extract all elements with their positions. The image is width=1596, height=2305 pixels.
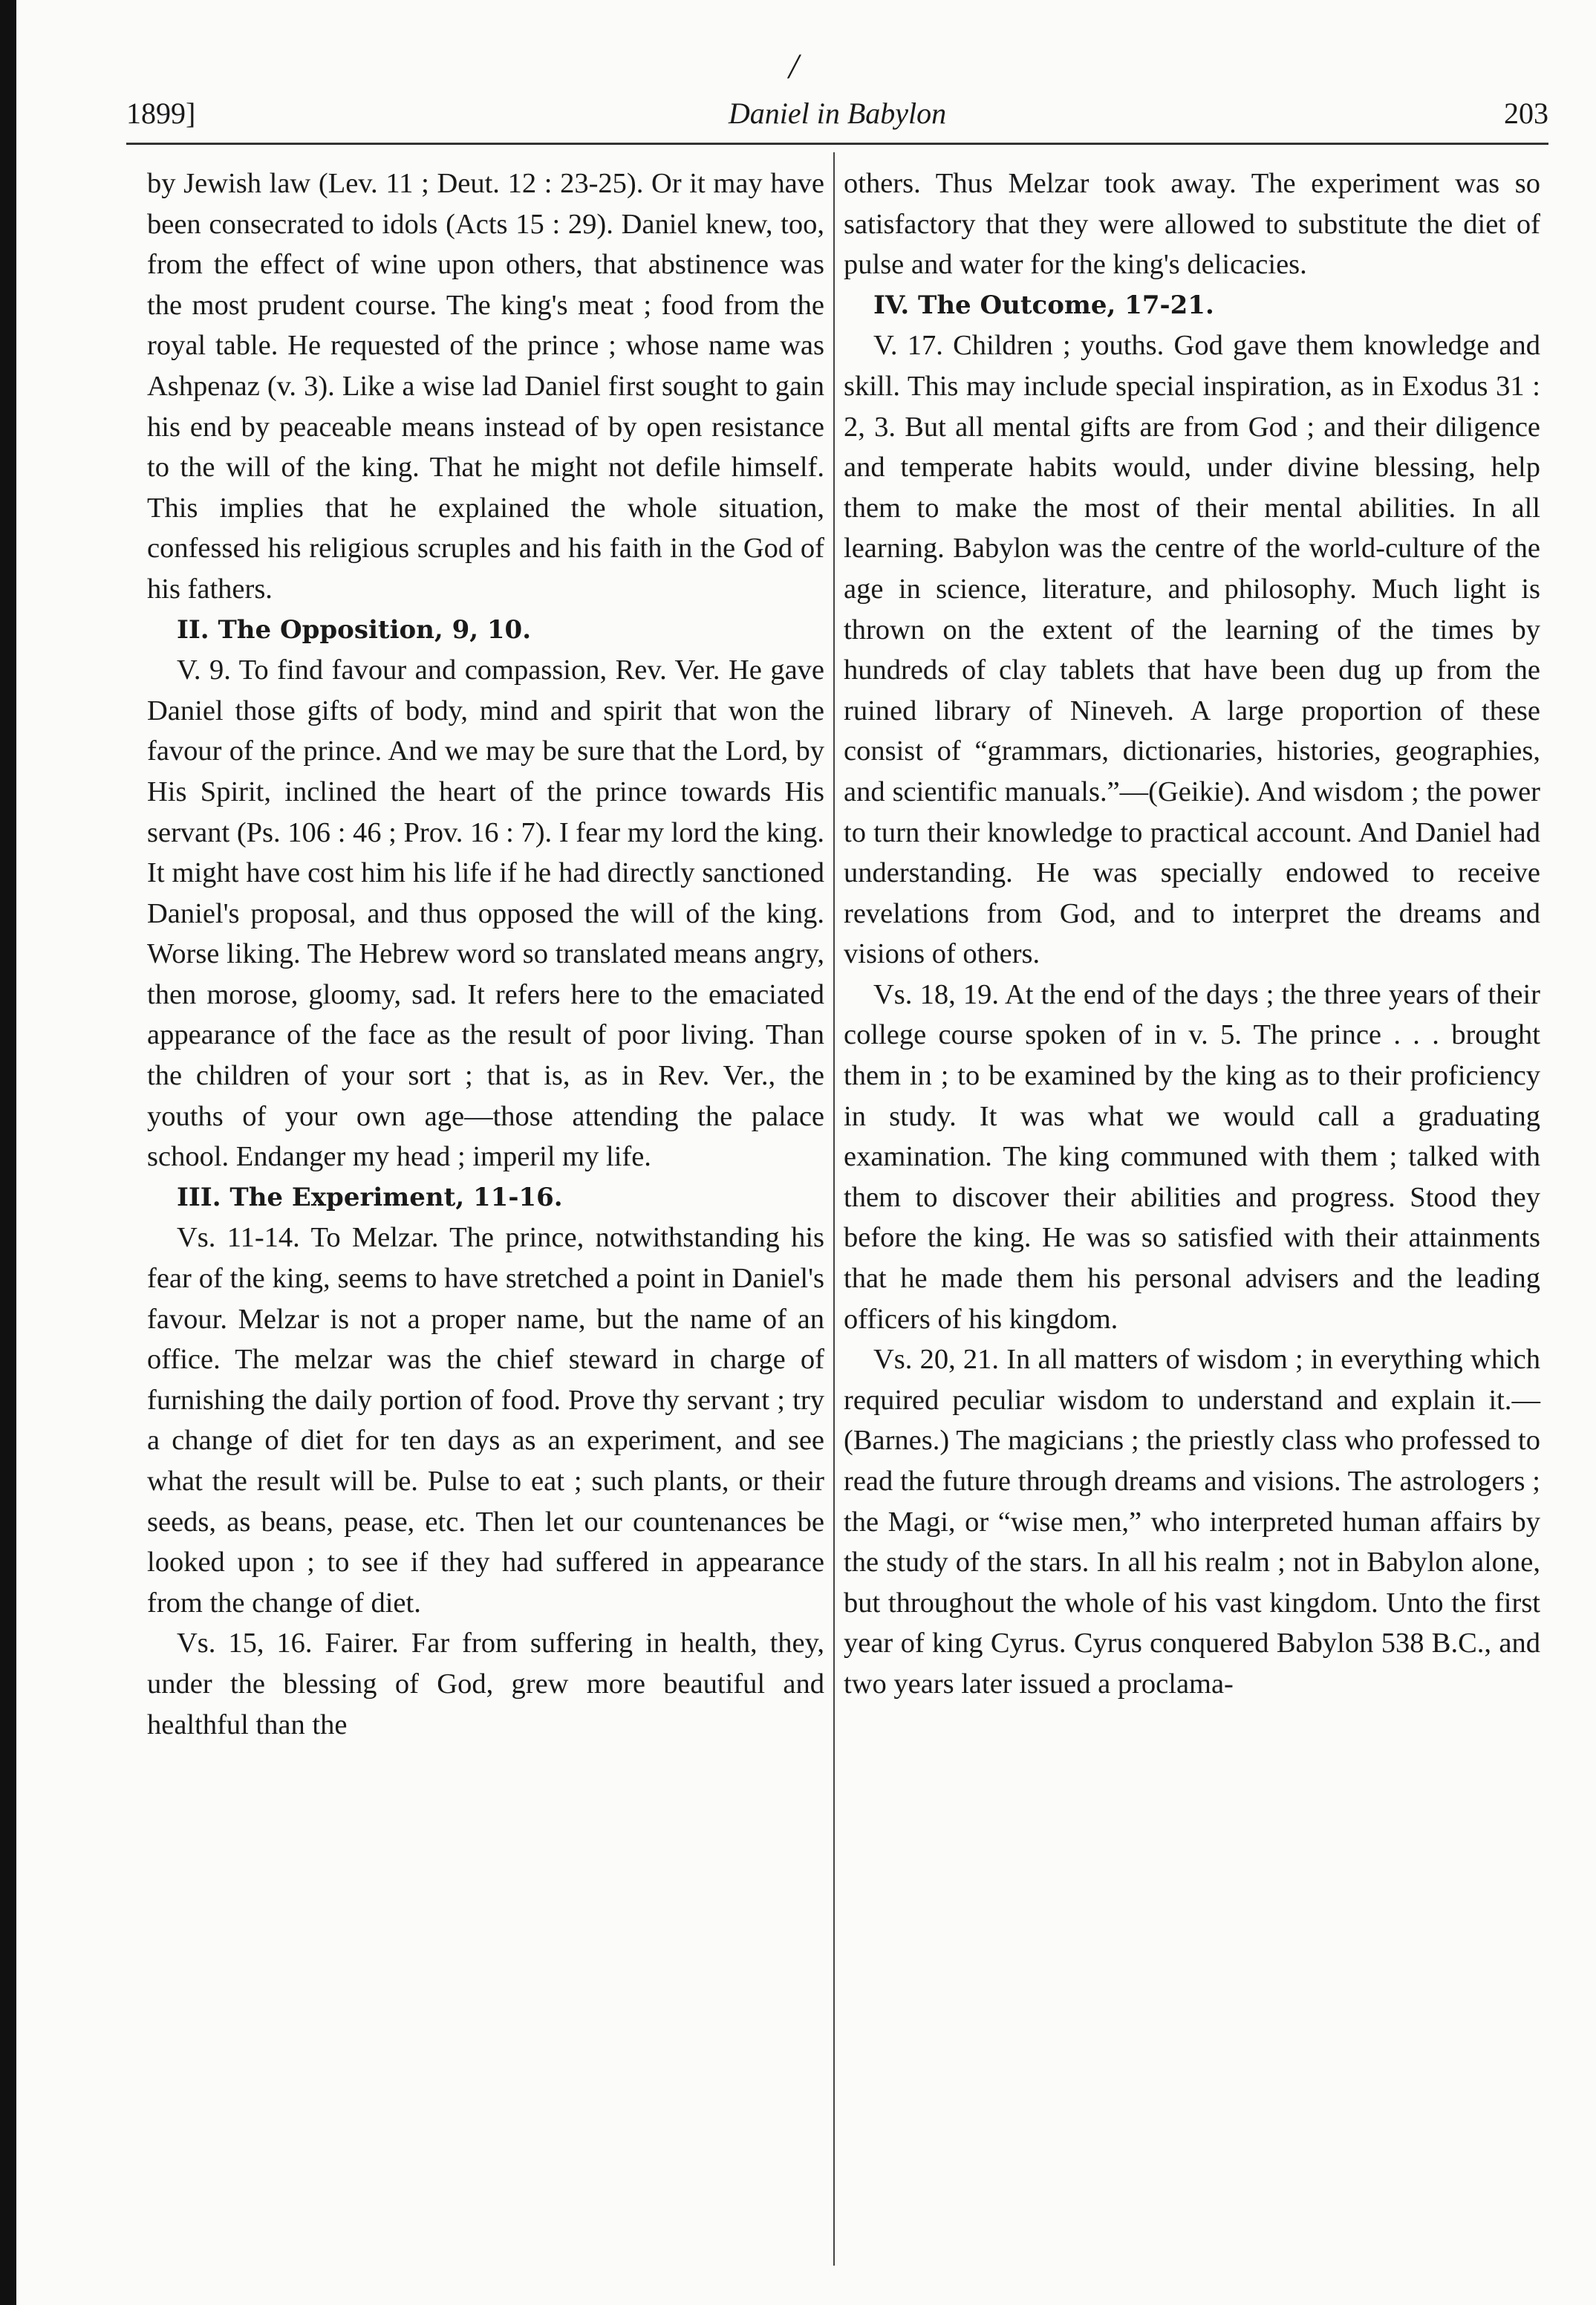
paragraph: Vs. 11-14. To Melzar. The prince, notwithstanding his fear of the king, seems to have stretched a point in Daniel's favour. Melzar is not a proper name, but the name of an office. The melzar was the chief steward in charge of furnishing the daily portion of food. Prove thy servant ; try a change of diet for ten days as an experiment, and see what the result will be. Pulse to eat ; such plants, or their seeds, as beans, pease, etc. Then let our countenances be looked upon ; to see if they had suffered in appearance from the change of diet. [147, 1222, 824, 1619]
paragraph: Vs. 18, 19. At the end of the days ; the three years of their college course spoken of in v. 5. The prince . . . brought them in ; to be examined by the king as to their proficiency in study. It was what we would call a graduating examination. The king communed with them ; talked with them to discover their abilities and progress. Stood they before the king. He was so satisfied with their attainments that he made them his personal advisers and the leading officers of his kingdom. [844, 978, 1540, 1335]
right-column [844, 163, 1540, 1705]
paragraph: Vs. 20, 21. In all matters of wisdom ; in everything which required peculiar wisdom to understand and explain it.—(Barnes.) The magicians ; the priestly class who professed to read the future through dreams and visions. The astrologers ; the Magi, or “wise men,” who interpreted human affairs by the study of the stars. In all his realm ; not in Babylon alone, but throughout the whole of his vast kingdom. Unto the first year of king Cyrus. Cyrus conquered Babylon 538 B.C., and two years later issued a proclama- [844, 1344, 1540, 1700]
page-number: 203 [1504, 97, 1548, 130]
header-year: 1899] [126, 97, 196, 130]
paragraph: others. Thus Melzar took away. The experiment was so satisfactory that they were allowed to substitute the diet of pulse and water for the king's delicacies. [844, 168, 1540, 281]
header-title: Daniel in Babylon [728, 97, 947, 130]
left-column [147, 163, 824, 1745]
section-heading: II. The Opposition, 9, 10. [177, 614, 532, 645]
running-head [126, 88, 1548, 140]
column-divider [833, 152, 835, 2266]
section-heading: IV. The Outcome, 17-21. [873, 290, 1214, 320]
header-rule [126, 143, 1548, 145]
paragraph: V. 9. To find favour and compassion, Rev. Ver. He gave Daniel those gifts of body, mind and spirit that won the favour of the prince. And we may be sure that the Lord, by His Spirit, inclined the heart of the prince towards His servant (Ps. 106 : 46 ; Prov. 16 : 7). I fear my lord the king. It might have cost him his life if he had directly sanctioned Daniel's proposal, and thus opposed the will of the king. Worse liking. The Hebrew word so translated means angry, then morose, gloomy, sad. It refers here to the emaciated appearance of the face as the result of poor living. Than the children of your sort ; that is, as in Rev. Ver., the youths of your own age—those attending the palace school. Endanger my head ; imperil my life. [147, 654, 824, 1173]
scan-edge [0, 0, 16, 2305]
margin-mark: / [789, 47, 799, 86]
paragraph: by Jewish law (Lev. 11 ; Deut. 12 : 23-25). Or it may have been consecrated to idols (Acts 15 : 29). Daniel knew, too, from the effect of wine upon others, that abstinence was the most prudent course. The king's meat ; food from the royal table. He requested of the prince ; whose name was Ashpenaz (v. 3). Like a wise lad Daniel first sought to gain his end by peaceable means instead of by open resistance to the will of the king. That he might not defile himself. This implies that he explained the whole situation, confessed his religious scruples and his faith in the God of his fathers. [147, 168, 824, 605]
paragraph: Vs. 15, 16. Fairer. Far from suffering in health, they, under the blessing of God, grew more beautiful and healthful than the [147, 1628, 824, 1740]
section-heading: III. The Experiment, 11-16. [177, 1182, 563, 1212]
paragraph: V. 17. Children ; youths. God gave them knowledge and skill. This may include special inspiration, as in Exodus 31 : 2, 3. But all mental gifts are from God ; and their diligence and temperate habits would, under divine blessing, help them to make the most of their mental abilities. In all learning. Babylon was the centre of the world-culture of the age in science, literature, and philosophy. Much light is thrown on the extent of the learning of the times by hundreds of clay tablets that have been dug up from the ruined library of Nineveh. A large proportion of these consist of “grammars, dictionaries, histories, geographies, and scientific manuals.”—(Geikie). And wisdom ; the power to turn their knowledge to practical account. And Daniel had understanding. He was specially endowed to receive revelations from God, and to interpret the dreams and visions of others. [844, 330, 1540, 970]
